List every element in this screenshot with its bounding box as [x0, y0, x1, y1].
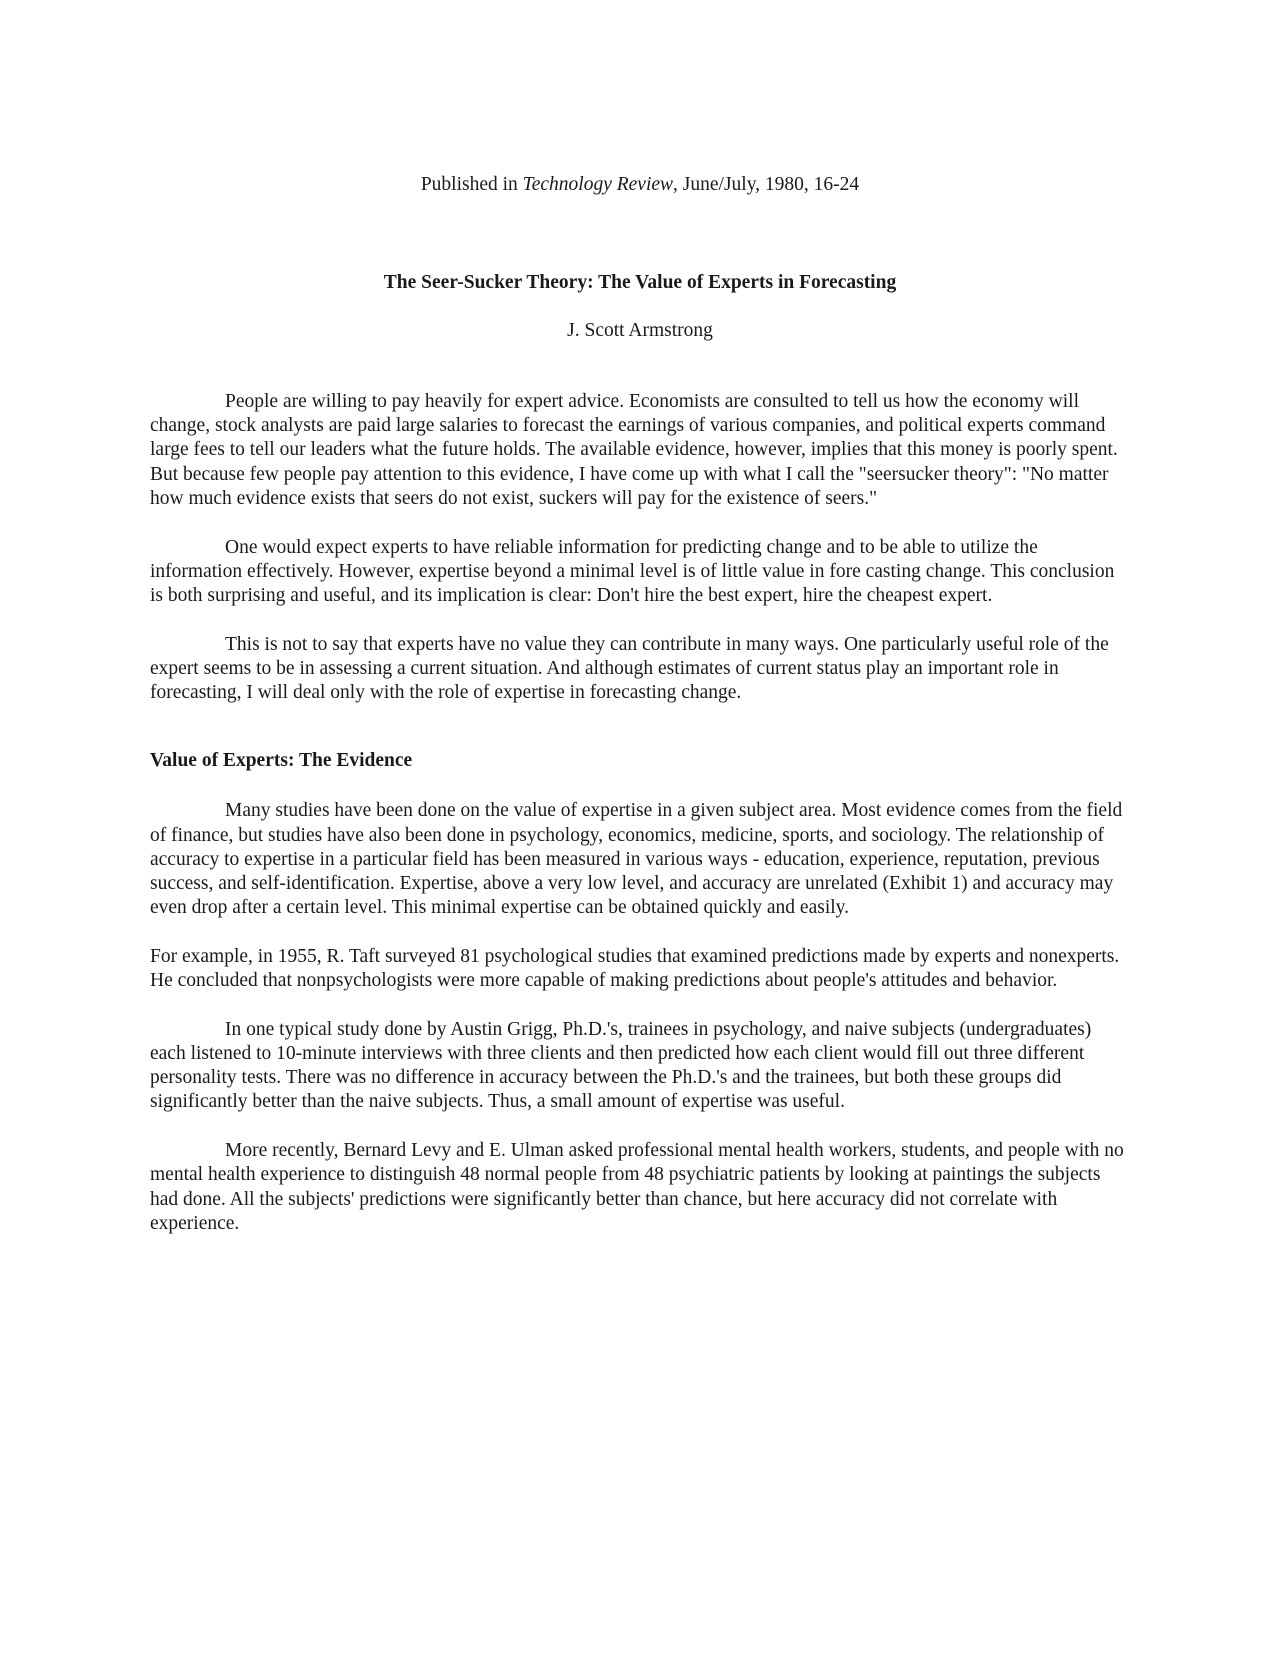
- journal-name: Technology Review: [522, 174, 674, 195]
- paragraph-1: People are willing to pay heavily for expert advice. Economists are consulted to tell us how the economy will change, stock analysts are paid large salaries to forecast the earnings of various companies, and political experts command large fees to tell our leaders what the future holds. The available evidence, however, implies that this money is poorly spent. But because few people pay attention to this evidence, I have come up with what I call the "seersucker theory": "No matter how much evidence exists that seers do not exist, suckers will pay for the existence of seers.": [150, 391, 1118, 509]
- paragraph-5: For example, in 1955, R. Taft surveyed 81 psychological studies that examined predictions made by experts and nonexperts. He concluded that nonpsychologists were more capable of making predictions about people's attitudes and behavior.: [150, 945, 1120, 992]
- paragraph-7: More recently, Bernard Levy and E. Ulman asked professional mental health workers, students, and people with no mental health experience to distinguish 48 normal people from 48 psychiatric patients by looking at paintings the subjects had done. All the subjects' predictions were significantly better than chance, but here accuracy did not correlate with experience.: [150, 1140, 1124, 1234]
- paragraph-2: One would expect experts to have reliable information for predicting change and to be able to utilize the information effectively. However, expertise beyond a minimal level is of little value in fore casting change. This conclusion is both surprising and useful, and its implication is clear: Don't hire the best expert, hire the cheapest expert.: [150, 536, 1115, 606]
- body-text: [150, 390, 1130, 1260]
- publication-prefix: Published in: [420, 174, 523, 195]
- publication-line: [150, 174, 1130, 196]
- paragraph-6: In one typical study done by Austin Grigg, Ph.D.'s, trainees in psychology, and naive subjects (undergraduates) each listened to 10-minute interviews with three clients and then predicted how each client would fill out three different personality tests. There was no difference in accuracy between the Ph.D.'s and the trainees, but both these groups did significantly better than the naive subjects. Thus, a small amount of expertise was useful.: [150, 1018, 1092, 1113]
- paper-author: J. Scott Armstrong: [567, 320, 713, 341]
- publication-suffix: , June/July, 1980, 16-24: [673, 174, 860, 195]
- section-heading: Value of Experts: The Evidence: [150, 750, 413, 772]
- paper-title: The Seer-Sucker Theory: The Value of Experts in Forecasting: [383, 272, 897, 293]
- paragraph-4: Many studies have been done on the value of expertise in a given subject area. Most evidence comes from the field of finance, but studies have also been done in psychology, economics, medicine, sports, and sociology. The relationship of accuracy to expertise in a particular field has been measured in various ways - education, experience, reputation, previous success, and self-identification. Expertise, above a very low level, and accuracy are unrelated (Exhibit 1) and accuracy may even drop after a certain level. This minimal expertise can be obtained quickly and easily.: [150, 800, 1123, 919]
- paragraph-3: This is not to say that experts have no value they can contribute in many ways. One particularly useful role of the expert seems to be in assessing a current situation. And although estimates of current status play an important role in forecasting, I will deal only with the role of expertise in forecasting change.: [150, 633, 1109, 704]
